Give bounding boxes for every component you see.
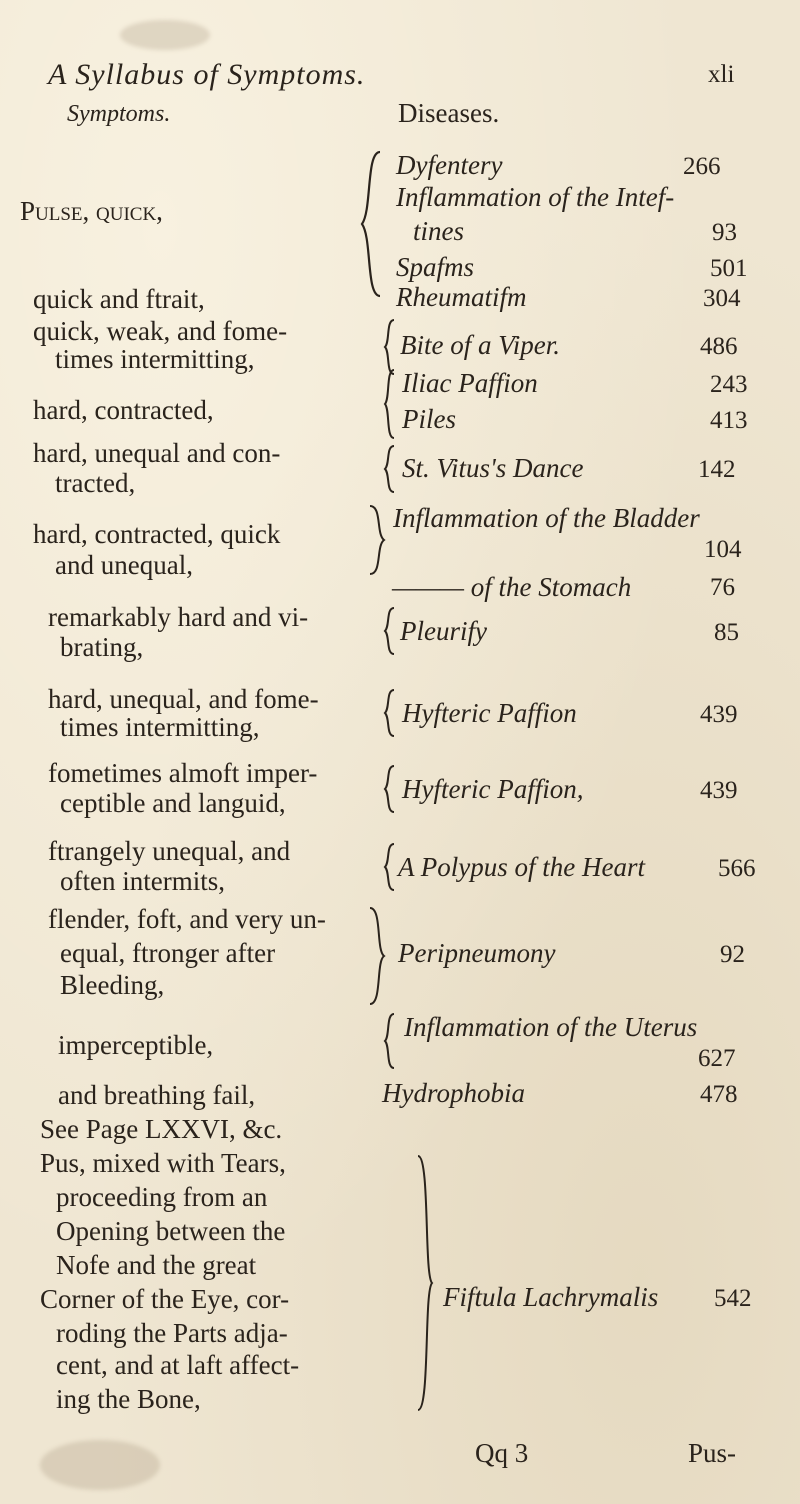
disease-name: Fiftula Lachrymalis — [443, 1282, 659, 1312]
signature-mark: Qq 3 — [475, 1438, 529, 1468]
page-number: 478 — [700, 1081, 738, 1108]
page-number: 566 — [718, 855, 756, 882]
disease-name: Hyfteric Paffion — [402, 698, 577, 728]
disease-name: Spafms — [396, 252, 475, 282]
symptom-line: cent, and at laft affect- — [56, 1350, 300, 1380]
page-number: 85 — [714, 619, 739, 646]
disease-name: Inflammation of the Bladder — [393, 503, 700, 533]
brace-icon — [382, 764, 398, 814]
disease-name: Rheumatifm — [396, 282, 527, 312]
symptom-line: quick and ftrait, — [33, 284, 205, 314]
symptom-line: and unequal, — [55, 550, 193, 580]
symptom-line: imperceptible, — [58, 1030, 214, 1060]
page-number: 266 — [683, 153, 721, 180]
disease-name: Pleurify — [400, 616, 487, 646]
symptom-line: tracted, — [55, 468, 136, 498]
brace-icon — [382, 606, 398, 656]
page-number: 92 — [720, 941, 745, 968]
disease-name: Bite of a Viper. — [400, 330, 560, 360]
brace-icon — [382, 688, 398, 738]
catchword: Pus- — [688, 1438, 737, 1468]
symptom-line: Pus, mixed with Tears, — [40, 1148, 286, 1178]
disease-name: Dyfentery — [396, 150, 503, 180]
brace-icon — [366, 906, 388, 1006]
brace-icon — [382, 1012, 398, 1070]
symptom-line: and breathing fail, — [58, 1080, 256, 1110]
disease-name: Inflammation of the Uterus — [404, 1012, 698, 1042]
brace-icon — [414, 1154, 436, 1412]
disease-name: Hyfteric Paffion, — [402, 774, 584, 804]
page-number: 304 — [703, 285, 741, 312]
symptom-line: hard, contracted, quick — [33, 519, 281, 549]
brace-icon — [358, 150, 388, 298]
column-heading-symptoms: Symptoms. — [67, 101, 171, 127]
page-number: 501 — [710, 255, 748, 282]
page-number: 439 — [700, 777, 738, 804]
symptom-line: fometimes almoft imper- — [48, 758, 318, 788]
symptom-line: ceptible and languid, — [60, 788, 286, 818]
page-number: 627 — [698, 1045, 736, 1072]
disease-name: tines — [413, 216, 464, 246]
disease-name: ——— of the Stomach — [392, 572, 632, 602]
column-heading-diseases: Diseases. — [398, 98, 500, 128]
symptom-line: times intermitting, — [60, 712, 260, 742]
brace-icon — [382, 842, 398, 892]
disease-name: Piles — [402, 404, 456, 434]
symptom-line: Corner of the Eye, cor- — [40, 1284, 290, 1314]
symptom-line: Opening between the — [56, 1216, 286, 1246]
disease-name: Iliac Paffion — [402, 368, 538, 398]
symptom-line: ftrangely unequal, and — [48, 836, 291, 866]
symptom-line: Pulse, quick, — [20, 196, 163, 226]
symptom-line: equal, ftronger after — [60, 938, 276, 968]
symptom-line: times intermitting, — [55, 344, 255, 374]
symptom-line: quick, weak, and fome- — [33, 316, 288, 346]
symptom-line: Nofe and the great — [56, 1250, 257, 1280]
symptom-line: remarkably hard and vi- — [48, 602, 309, 632]
page-number: 93 — [712, 219, 737, 246]
disease-name: Inflammation of the Intef- — [396, 182, 675, 212]
disease-name: St. Vitus's Dance — [402, 453, 584, 483]
running-title: A Syllabus of Symptoms. — [48, 58, 366, 91]
cross-reference: See Page LXXVI, &c. — [40, 1114, 283, 1144]
disease-name: Hydrophobia — [382, 1078, 525, 1108]
brace-icon — [382, 444, 398, 494]
page-number: 243 — [710, 371, 748, 398]
symptom-line: often intermits, — [60, 866, 225, 896]
brace-icon — [366, 504, 388, 576]
page-number: 542 — [714, 1285, 752, 1312]
symptom-line: hard, unequal and con- — [33, 438, 281, 468]
symptom-line: proceeding from an — [56, 1182, 268, 1212]
page-roman-numeral: xli — [708, 61, 735, 88]
symptom-line: brating, — [60, 632, 144, 662]
page-number: 486 — [700, 333, 738, 360]
symptom-line: Bleeding, — [60, 970, 165, 1000]
brace-icon — [382, 368, 398, 440]
paper-stain — [40, 1440, 160, 1490]
page-number: 142 — [698, 456, 736, 483]
symptom-line: flender, foft, and very un- — [48, 904, 326, 934]
disease-name: Peripneumony — [398, 938, 556, 968]
page-number: 76 — [710, 574, 735, 601]
disease-name: A Polypus of the Heart — [398, 852, 645, 882]
page-number: 104 — [704, 536, 742, 563]
symptom-line: ing the Bone, — [56, 1384, 201, 1414]
page-number: 439 — [700, 701, 738, 728]
paper-stain — [120, 20, 210, 50]
symptom-line: hard, unequal, and fome- — [48, 684, 319, 714]
symptom-line: roding the Parts adja- — [56, 1318, 288, 1348]
page-number: 413 — [710, 407, 748, 434]
symptom-line: hard, contracted, — [33, 395, 214, 425]
